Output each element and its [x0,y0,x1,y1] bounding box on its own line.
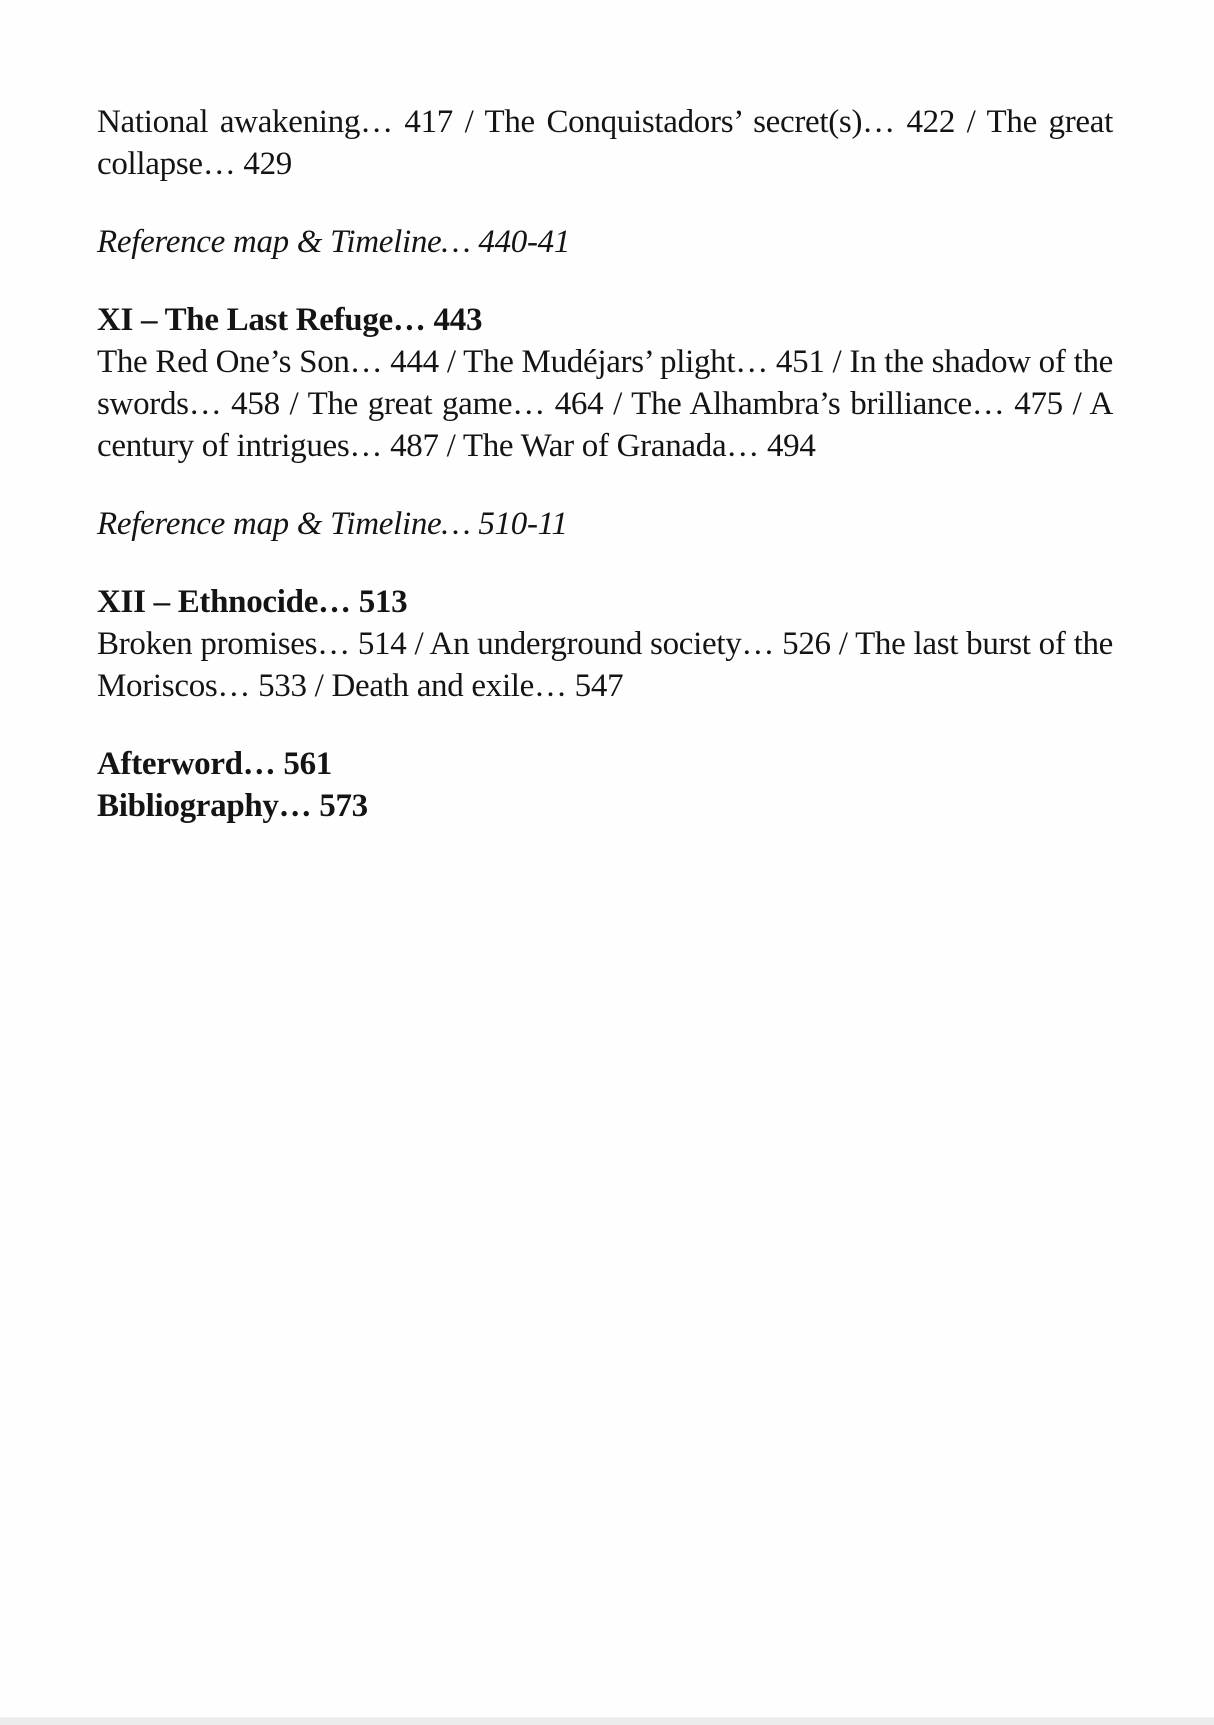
toc-chapter-xi-sections: The Red One’s Son… 444 / The Mudéjars’ plight… 451 / In the shadow of the swords… 458 / The great game… 464 / The Alhambra’s brilliance… 475 / A century of intrigues… 487 / The War of Granada… 494 [97,344,1113,464]
page-bottom-edge [0,1717,1214,1725]
toc-chapter-x-sections: National awakening… 417 / The Conquistadors’ secret(s)… 422 / The great collapse… 429 [97,104,1113,182]
toc-block-reference-1 [97,221,1113,263]
toc-block-chapter-xii [97,581,1113,707]
toc-reference-map-timeline-2: Reference map & Timeline… 510-11 [97,506,568,542]
toc-reference-map-timeline-1: Reference map & Timeline… 440-41 [97,224,571,260]
toc-chapter-xii-title: XII – Ethnocide… 513 [97,584,408,620]
toc-afterword-entry: Afterword… 561 [97,746,332,782]
toc-block-reference-2 [97,503,1113,545]
toc-chapter-xi-title: XI – The Last Refuge… 443 [97,302,483,338]
toc-chapter-xii-sections: Broken promises… 514 / An underground society… 526 / The last burst of the Moriscos… 533 / Death and exile… 547 [97,626,1113,704]
toc-block-chapter-x-sections [97,101,1113,185]
toc-block-chapter-xi [97,299,1113,467]
toc-bibliography-entry: Bibliography… 573 [97,788,368,824]
table-of-contents-page [97,101,1113,863]
toc-block-backmatter [97,743,1113,827]
